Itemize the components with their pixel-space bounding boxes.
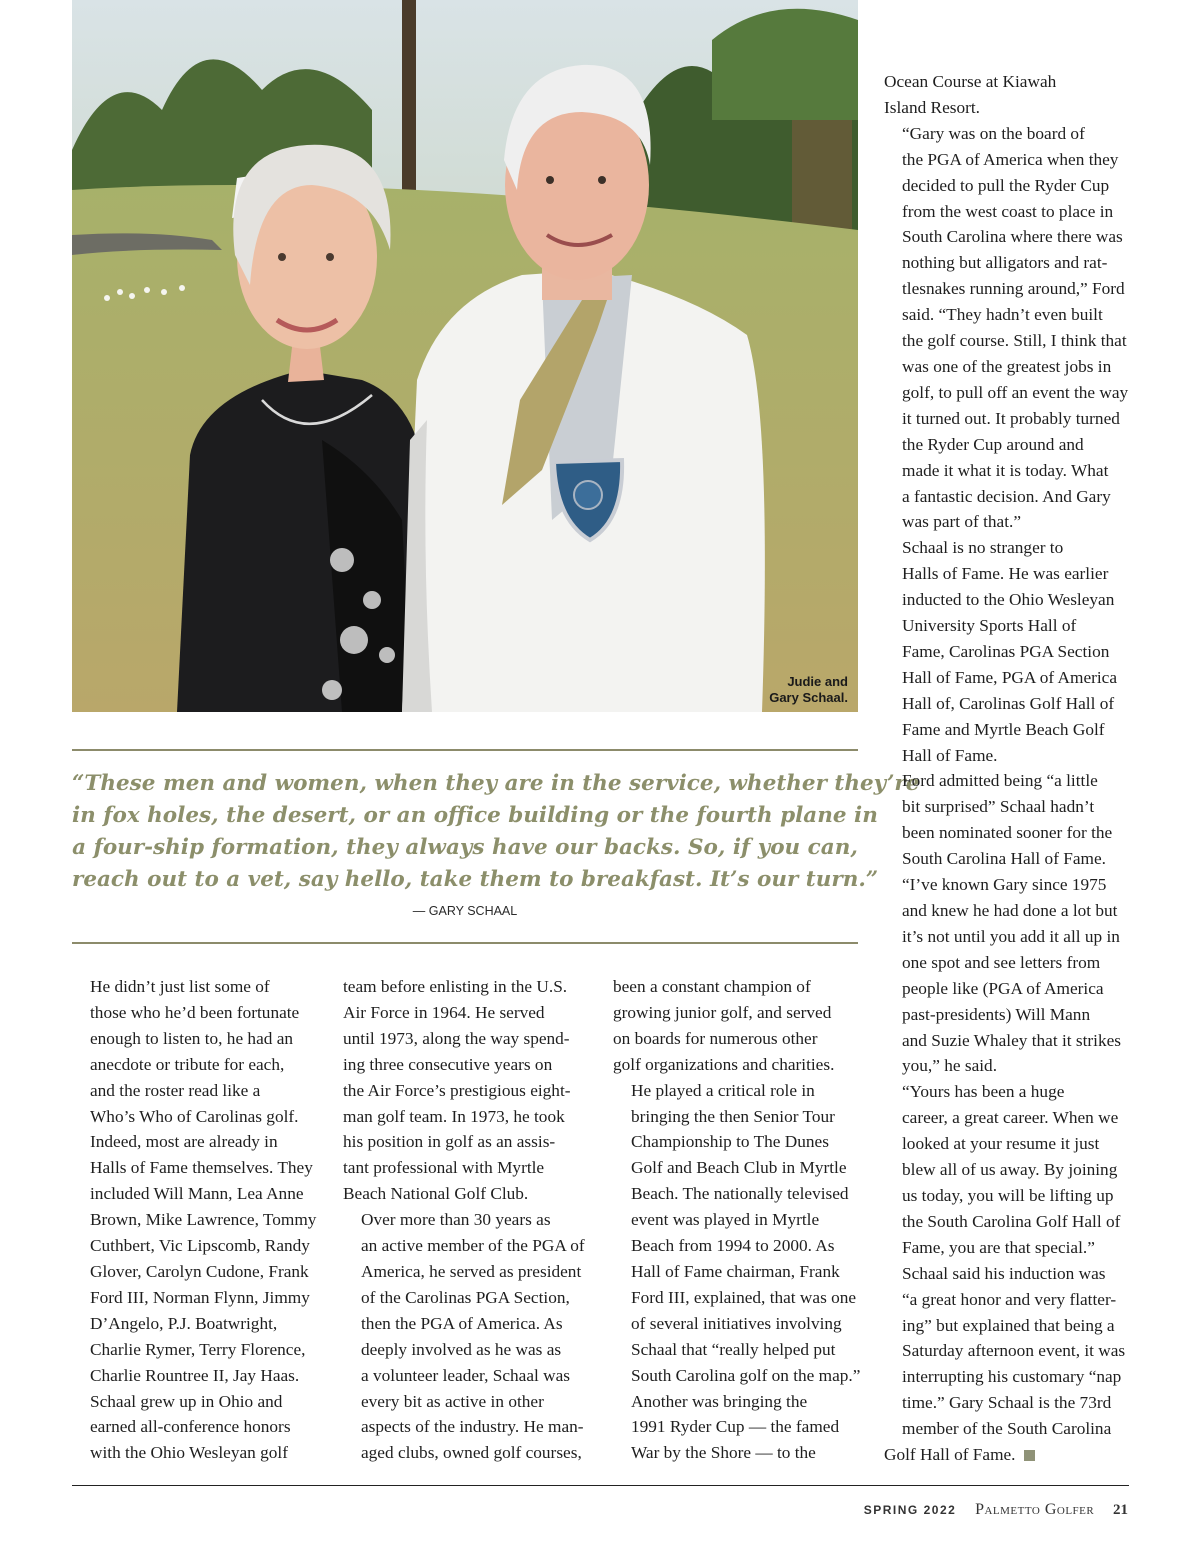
article-line: inducted to the Ohio Wesleyan xyxy=(902,590,1115,610)
article-line: and Suzie Whaley that it strikes xyxy=(902,1030,1122,1050)
article-line: from the west coast to place in xyxy=(902,201,1114,221)
article-line: those who he’d been fortunate xyxy=(90,1002,300,1022)
article-line: tant professional with Myrtle xyxy=(343,1158,545,1178)
article-line: bringing the then Senior Tour xyxy=(631,1106,835,1126)
article-line: made it what it is today. What xyxy=(902,460,1109,480)
article-line: anecdote or tribute for each, xyxy=(90,1054,285,1074)
article-line: Air Force in 1964. He served xyxy=(343,1002,545,1022)
article-paragraph xyxy=(343,974,593,1207)
article-line: been nominated sooner for the xyxy=(902,823,1113,843)
article-line: of several initiatives involving xyxy=(631,1313,842,1333)
article-line: Glover, Carolyn Cudone, Frank xyxy=(90,1261,309,1281)
article-line: tlesnakes running around,” Ford xyxy=(902,279,1125,299)
article-line: golf organizations and charities. xyxy=(613,1054,835,1074)
article-line: people like (PGA of America xyxy=(902,978,1104,998)
article-line: Ford III, Norman Flynn, Jimmy xyxy=(90,1287,310,1307)
article-line: enough to listen to, he had an xyxy=(90,1028,294,1048)
article-line: the Air Force’s prestigious eight- xyxy=(343,1080,571,1100)
pull-quote-attribution: — GARY SCHAAL xyxy=(412,904,518,918)
article-line: looked at your resume it just xyxy=(902,1134,1100,1154)
article-paragraph xyxy=(72,1389,322,1467)
article-line: Beach from 1994 to 2000. As xyxy=(631,1236,835,1256)
article-line: of the Carolinas PGA Section, xyxy=(361,1287,570,1307)
article-line: Schaal is no stranger to xyxy=(902,538,1064,558)
article-line: every bit as active in other xyxy=(361,1391,544,1411)
article-line: Halls of Fame themselves. They xyxy=(90,1158,313,1178)
article-line: He didn’t just list some of xyxy=(90,977,270,996)
article-line: Brown, Mike Lawrence, Tommy xyxy=(90,1210,317,1230)
pull-quote-line: in fox holes, the desert, or an office building or the fourth plane in xyxy=(72,803,878,828)
pull-quote-top-rule xyxy=(72,749,858,751)
article-line: Hall of Fame, PGA of America xyxy=(902,667,1118,687)
article-line: America, he served as president xyxy=(361,1261,582,1281)
article-line: Ford admitted being “a little xyxy=(902,771,1098,791)
article-paragraph xyxy=(613,974,863,1078)
article-line: Beach National Golf Club. xyxy=(343,1184,529,1204)
article-line: decided to pull the Ryder Cup xyxy=(902,175,1110,195)
article-line: nothing but alligators and rat- xyxy=(902,253,1108,273)
article-line: He played a critical role in xyxy=(631,1080,815,1100)
article-line: until 1973, along the way spend- xyxy=(343,1028,570,1048)
article-line: Island Resort. xyxy=(884,97,980,117)
article-line: South Carolina golf on the map.” xyxy=(631,1365,861,1385)
article-paragraph xyxy=(72,974,322,1389)
article-line: member of the South Carolina xyxy=(902,1419,1112,1439)
article-line: on boards for numerous other xyxy=(613,1028,818,1048)
article-line: and knew he had done a lot but xyxy=(902,901,1118,920)
footer-rule xyxy=(72,1485,1129,1486)
page-footer xyxy=(864,1500,1128,1519)
feature-photo xyxy=(72,0,858,712)
article-line: growing junior golf, and served xyxy=(613,1002,832,1022)
photo-caption: Judie and Gary Schaal. xyxy=(769,674,848,705)
article-line: you,” he said. xyxy=(902,1056,998,1076)
article-column-2 xyxy=(343,974,593,1466)
article-line: 1991 Ryder Cup — the famed xyxy=(631,1417,840,1437)
article-line: South Carolina Hall of Fame. xyxy=(902,849,1106,869)
article-paragraph xyxy=(884,768,1134,872)
pull-quote xyxy=(72,768,920,896)
article-paragraph xyxy=(884,1079,1134,1260)
article-paragraph xyxy=(884,1261,1134,1468)
article-line: Schaal grew up in Ohio and xyxy=(90,1391,283,1411)
article-line: deeply involved as he was as xyxy=(361,1339,562,1359)
article-line: Championship to The Dunes xyxy=(631,1132,829,1152)
article-line: aspects of the industry. He man- xyxy=(361,1417,584,1437)
article-line: bit surprised” Schaal hadn’t xyxy=(902,797,1095,817)
article-line: past-presidents) Will Mann xyxy=(902,1004,1091,1024)
article-column-1 xyxy=(72,974,322,1466)
article-line: one spot and see letters from xyxy=(902,952,1101,972)
article-paragraph xyxy=(884,69,1134,121)
article-line: Saturday afternoon event, it was xyxy=(902,1341,1126,1361)
article-line: us today, you will be lifting up xyxy=(902,1185,1114,1205)
article-line: Ford III, explained, that was one xyxy=(631,1287,857,1307)
article-line: a volunteer leader, Schaal was xyxy=(361,1365,570,1385)
article-line: the PGA of America when they xyxy=(902,149,1119,169)
article-paragraph xyxy=(613,1389,863,1467)
photo-illustration xyxy=(72,0,858,712)
article-line: was part of that.” xyxy=(902,512,1022,532)
magazine-title: Palmetto Golfer xyxy=(975,1501,1095,1518)
article-paragraph xyxy=(613,1078,863,1389)
article-line: “Gary was on the board of xyxy=(902,123,1085,143)
article-line: included Will Mann, Lea Anne xyxy=(90,1184,304,1204)
article-line: the South Carolina Golf Hall of xyxy=(902,1211,1121,1231)
article-paragraph xyxy=(884,535,1134,768)
end-of-article-mark xyxy=(1024,1450,1035,1461)
article-line: team before enlisting in the U.S. xyxy=(343,977,568,996)
article-line: Beach. The nationally televised xyxy=(631,1184,849,1204)
article-line: D’Angelo, P.J. Boatwright, xyxy=(90,1313,278,1333)
article-line: his position in golf as an assis- xyxy=(343,1132,556,1152)
article-paragraph xyxy=(884,121,1134,536)
article-line: Fame, Carolinas PGA Section xyxy=(902,641,1110,661)
article-line: Fame, you are that special.” xyxy=(902,1237,1095,1257)
article-line: career, a great career. When we xyxy=(902,1108,1119,1128)
article-line: interrupting his customary “nap xyxy=(902,1367,1122,1387)
article-line: was one of the greatest jobs in xyxy=(902,356,1112,376)
page-number: 21 xyxy=(1113,1502,1128,1518)
article-line: man golf team. In 1973, he took xyxy=(343,1106,565,1126)
article-line: golf, to pull off an event the way xyxy=(902,382,1129,402)
article-line: aged clubs, owned golf courses, xyxy=(361,1443,582,1463)
article-line: “I’ve known Gary since 1975 xyxy=(902,875,1107,895)
article-line: “a great honor and very flatter- xyxy=(902,1289,1117,1309)
article-line: Schaal said his induction was xyxy=(902,1263,1106,1283)
article-line: and the roster read like a xyxy=(90,1080,261,1100)
article-line: Indeed, most are already in xyxy=(90,1132,278,1152)
pull-quote-bottom-rule xyxy=(72,942,858,944)
article-line: the Ryder Cup around and xyxy=(902,434,1084,454)
article-column-4 xyxy=(884,69,1134,1468)
article-line: it’s not until you add it all up in xyxy=(902,926,1120,946)
article-line: event was played in Myrtle xyxy=(631,1210,820,1230)
article-line: it turned out. It probably turned xyxy=(902,408,1120,428)
article-line: Charlie Rountree II, Jay Haas. xyxy=(90,1365,300,1385)
article-line: Hall of, Carolinas Golf Hall of xyxy=(902,693,1115,713)
article-line: a fantastic decision. And Gary xyxy=(902,486,1111,506)
article-line: Over more than 30 years as xyxy=(361,1210,551,1230)
article-line: University Sports Hall of xyxy=(902,616,1077,636)
article-line: Cuthbert, Vic Lipscomb, Randy xyxy=(90,1236,310,1256)
pull-quote-line: reach out to a vet, say hello, take them to breakfast. It’s our turn.” xyxy=(72,867,879,892)
article-line: “Yours has been a huge xyxy=(902,1082,1065,1102)
article-line: Charlie Rymer, Terry Florence, xyxy=(90,1339,306,1359)
article-line: ing” but explained that being a xyxy=(902,1315,1115,1335)
article-line: Schaal that “really helped put xyxy=(631,1339,836,1359)
article-line: Ocean Course at Kiawah xyxy=(884,72,1057,91)
article-line: ing three consecutive years on xyxy=(343,1054,553,1074)
article-line: with the Ohio Wesleyan golf xyxy=(90,1443,288,1463)
pull-quote-line: “These men and women, when they are in the service, whether they’re xyxy=(72,771,920,796)
article-line: been a constant champion of xyxy=(613,977,811,996)
article-line: said. “They hadn’t even built xyxy=(902,305,1103,325)
article-line: War by the Shore — to the xyxy=(631,1443,816,1463)
article-paragraph xyxy=(884,872,1134,1079)
article-line: Another was bringing the xyxy=(631,1391,808,1411)
article-line: an active member of the PGA of xyxy=(361,1236,585,1256)
article-column-3 xyxy=(613,974,863,1466)
article-line: Fame and Myrtle Beach Golf xyxy=(902,719,1105,739)
pull-quote-line: a four-ship formation, they always have our backs. So, if you can, xyxy=(72,835,858,860)
article-line: then the PGA of America. As xyxy=(361,1313,563,1333)
article-line: time.” Gary Schaal is the 73rd xyxy=(902,1393,1112,1413)
article-line: blew all of us away. By joining xyxy=(902,1160,1118,1180)
article-line: the golf course. Still, I think that xyxy=(902,331,1127,351)
article-line: Golf and Beach Club in Myrtle xyxy=(631,1158,847,1178)
article-line: Golf Hall of Fame. xyxy=(884,1445,1016,1465)
article-line: Hall of Fame. xyxy=(902,745,998,765)
article-line: earned all-conference honors xyxy=(90,1417,291,1437)
article-line: Halls of Fame. He was earlier xyxy=(902,564,1109,584)
article-line: South Carolina where there was xyxy=(902,227,1123,247)
article-line: Who’s Who of Carolinas golf. xyxy=(90,1106,299,1126)
article-line: Hall of Fame chairman, Frank xyxy=(631,1261,840,1281)
article-paragraph xyxy=(343,1207,593,1466)
issue-date: SPRING 2022 xyxy=(863,1503,957,1517)
